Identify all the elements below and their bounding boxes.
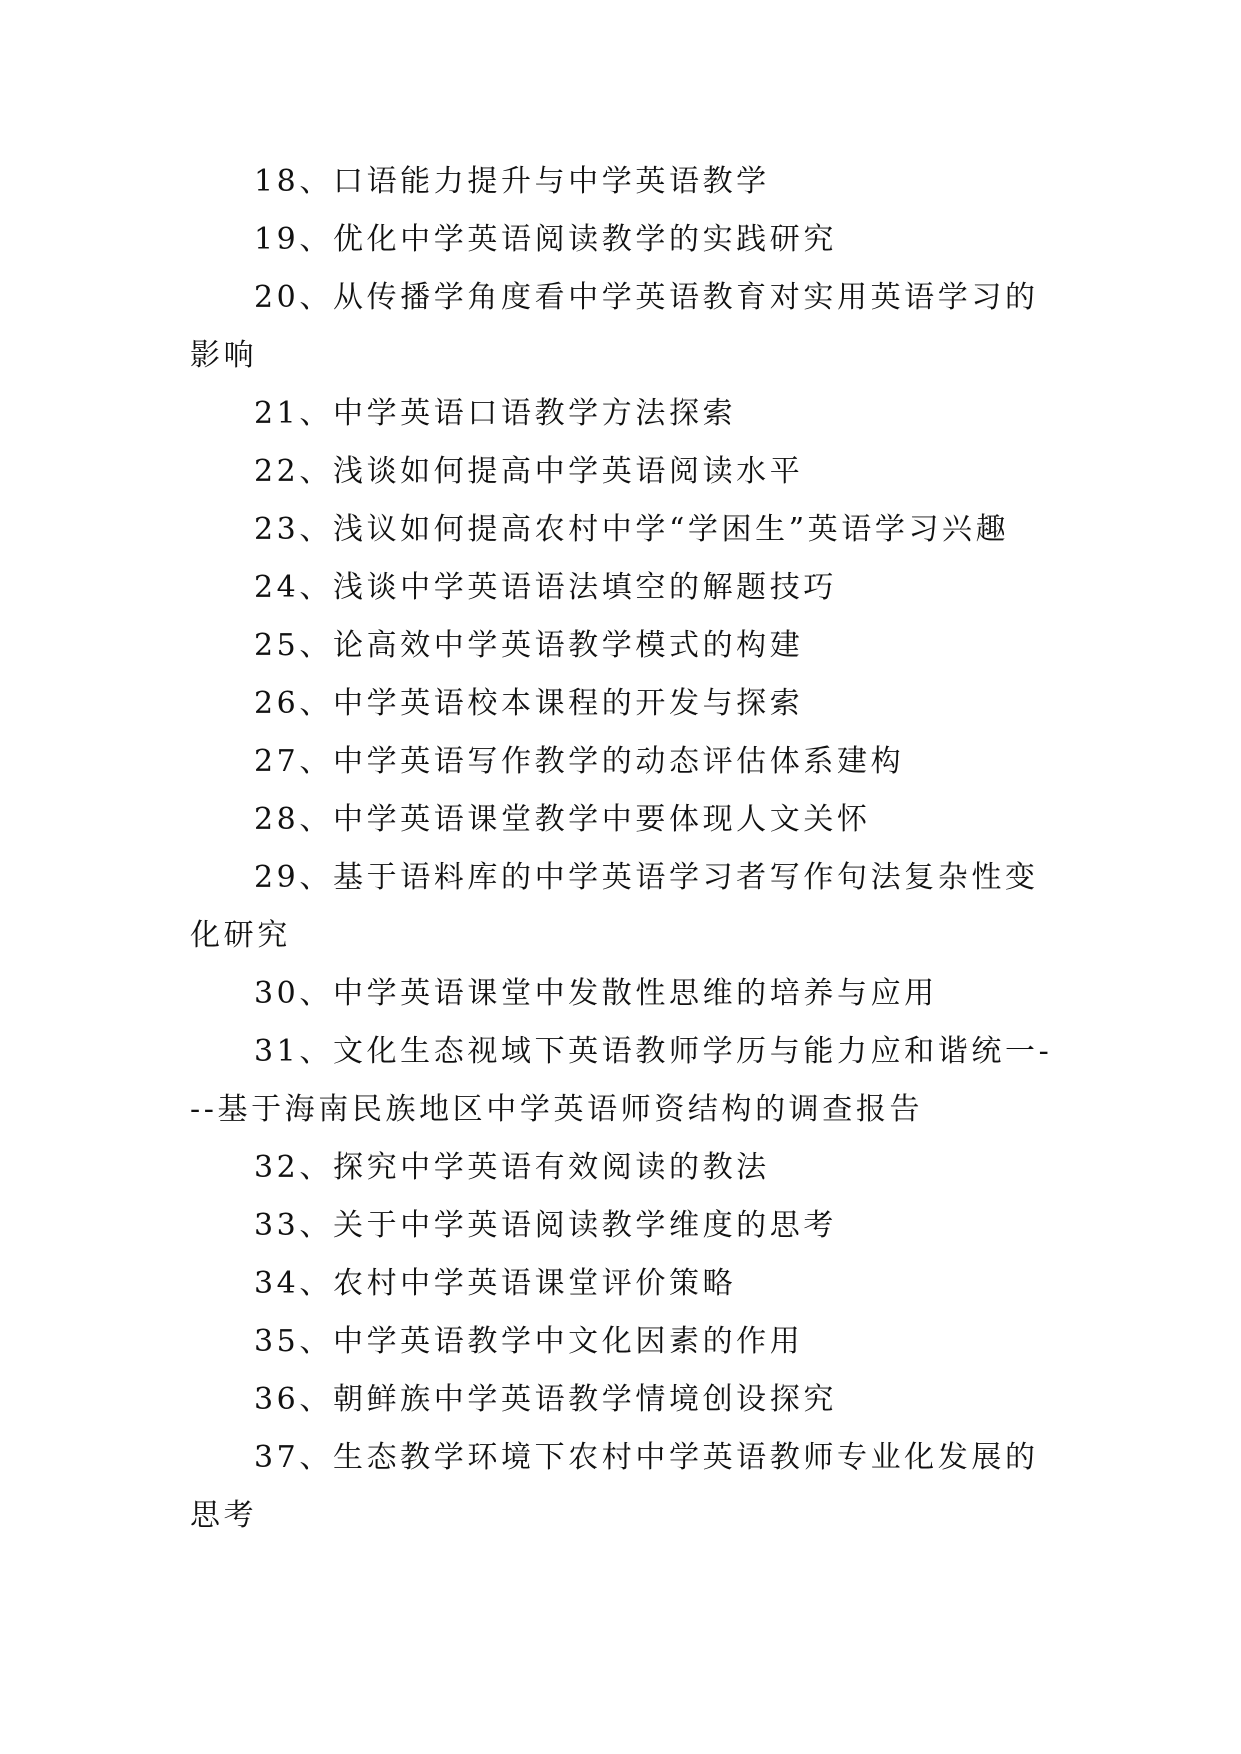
topic-item: 24、浅谈中学英语语法填空的解题技巧: [254, 570, 837, 605]
topic-item: 25、论高效中学英语教学模式的构建: [254, 628, 804, 663]
topic-item: 33、关于中学英语阅读教学维度的思考: [254, 1208, 837, 1243]
topic-item: 20、从传播学角度看中学英语教育对实用英语学习的影响: [190, 280, 1039, 373]
topic-item: 26、中学英语校本课程的开发与探索: [254, 686, 804, 721]
topic-item: 32、探究中学英语有效阅读的教法: [254, 1150, 770, 1185]
topic-item: 31、文化生态视域下英语教师学历与能力应和谐统一---基于海南民族地区中学英语师资结构的调查报告: [190, 1034, 1053, 1127]
topic-item: 19、优化中学英语阅读教学的实践研究: [254, 222, 837, 257]
topic-item: 27、中学英语写作教学的动态评估体系建构: [254, 744, 905, 779]
topic-item: 28、中学英语课堂教学中要体现人文关怀: [254, 802, 871, 837]
topic-item: 34、农村中学英语课堂评价策略: [254, 1266, 737, 1301]
topic-item: 36、朝鲜族中学英语教学情境创设探究: [254, 1382, 837, 1417]
topic-item: 22、浅谈如何提高中学英语阅读水平: [254, 454, 804, 489]
topic-item: 30、中学英语课堂中发散性思维的培养与应用: [254, 976, 938, 1011]
topic-item: 35、中学英语教学中文化因素的作用: [254, 1324, 804, 1359]
topic-item: 21、中学英语口语教学方法探索: [254, 396, 737, 431]
topic-item: 18、口语能力提升与中学英语教学: [254, 164, 770, 199]
topic-item: 29、基于语料库的中学英语学习者写作句法复杂性变化研究: [190, 860, 1039, 953]
topic-item: 37、生态教学环境下农村中学英语教师专业化发展的思考: [190, 1440, 1039, 1533]
topic-list: [190, 153, 1054, 1545]
topic-item: 23、浅议如何提高农村中学“学困生”英语学习兴趣: [254, 512, 1010, 547]
